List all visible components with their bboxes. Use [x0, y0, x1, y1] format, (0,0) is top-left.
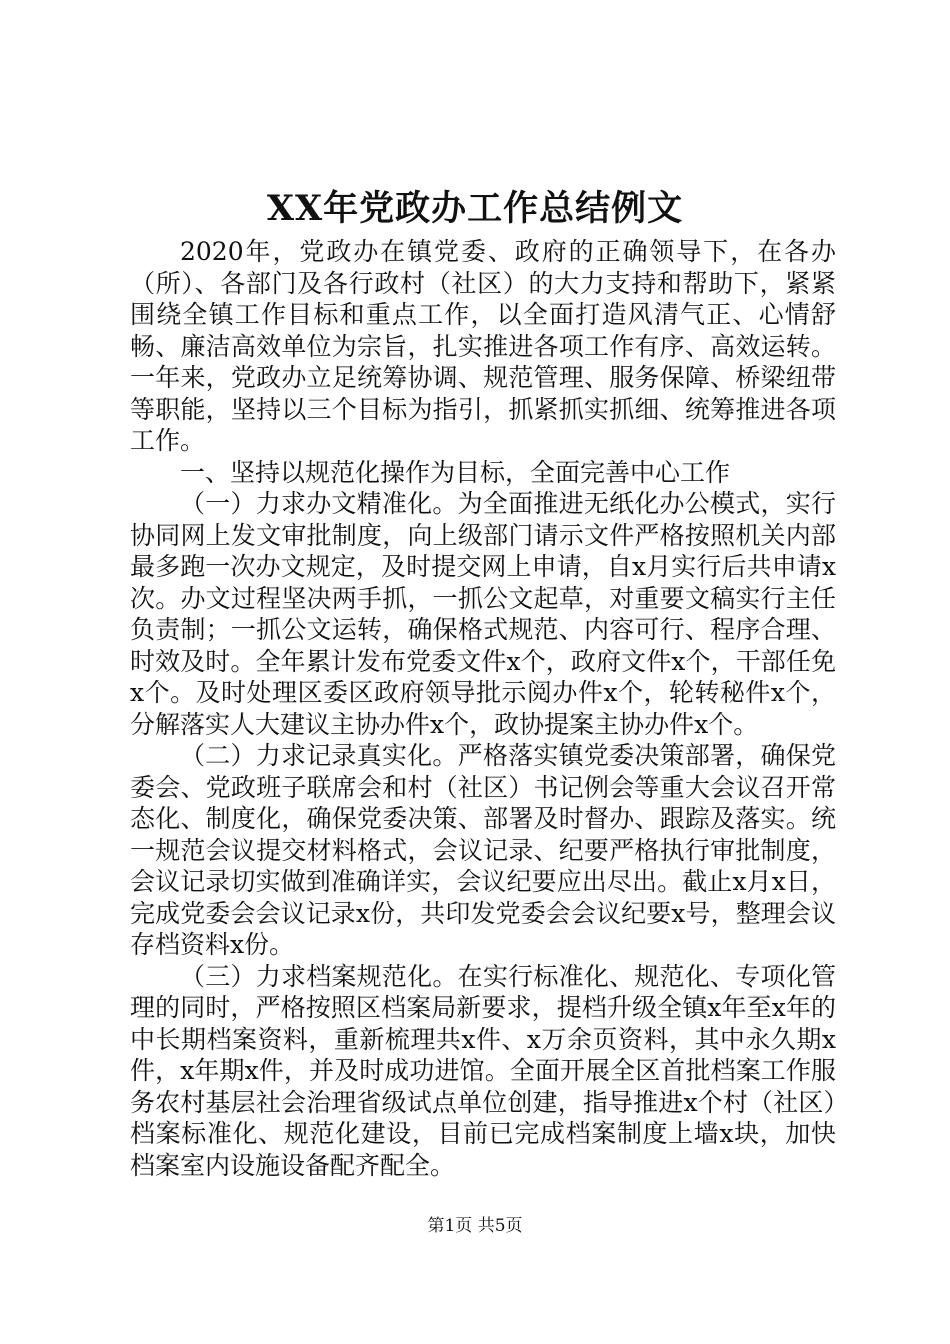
document-title: XX年党政办工作总结例文	[266, 188, 684, 229]
page-footer: 第1页 共5页	[427, 1216, 523, 1236]
subsection-paragraph-2: （二）力求记录真实化。严格落实镇党委决策部署，确保党委会、党政班子联席会和村（社区）书记例会等重大会议召开常态化、制度化，确保党委决策、部署及时督办、跟踪及落实。统一规范会议提交材料格式，会议记录、纪要严格执行审批制度，会议记录切实做到准确详实，会议纪要应出尽出。截止x月x日，完成党委会会议记录x份，共印发党委会会议纪要x号，整理会议存档资料x份。	[130, 741, 836, 959]
subsection-paragraph-3: （三）力求档案规范化。在实行标准化、规范化、专项化管理的同时，严格按照区档案局新要求，提档升级全镇x年至x年的中长期档案资料，重新梳理共x件、x万余页资料，其中永久期x件，x年期x件，并及时成功进馆。全面开展全区首批档案工作服务农村基层社会治理省级试点单位创建，指导推进x个村（社区）档案标准化、规范化建设，目前已完成档案制度上墙x块，加快档案室内设施设备配齐配全。	[130, 961, 836, 1180]
document-body	[130, 236, 836, 1181]
subsection-paragraph-1: （一）力求办文精准化。为全面推进无纸化办公模式，实行协同网上发文审批制度，向上级部门请示文件严格按照机关内部最多跑一次办文规定，及时提交网上申请，自x月实行后共申请x次。办文过程坚决两手抓，一抓公文起草，对重要文稿实行主任负责制；一抓公文运转，确保格式规范、内容可行、程序合理、时效及时。全年累计发布党委文件x个，政府文件x个，干部任免x个。及时处理区委区政府领导批示阅办件x个，轮转秘件x个，分解落实人大建议主协办件x个，政协提案主协办件x个。	[130, 489, 836, 739]
section-heading-1: 一、坚持以规范化操作为目标，全面完善中心工作	[180, 457, 731, 487]
intro-paragraph: 2020年，党政办在镇党委、政府的正确领导下，在各办（所）、各部门及各行政村（社区）的大力支持和帮助下，紧紧围绕全镇工作目标和重点工作，以全面打造风清气正、心情舒畅、廉洁高效单位为宗旨，扎实推进各项工作有序、高效运转。一年来，党政办立足统筹协调、规范管理、服务保障、桥梁纽带等职能，坚持以三个目标为指引，抓紧抓实抓细、统筹推进各项工作。	[130, 237, 836, 455]
